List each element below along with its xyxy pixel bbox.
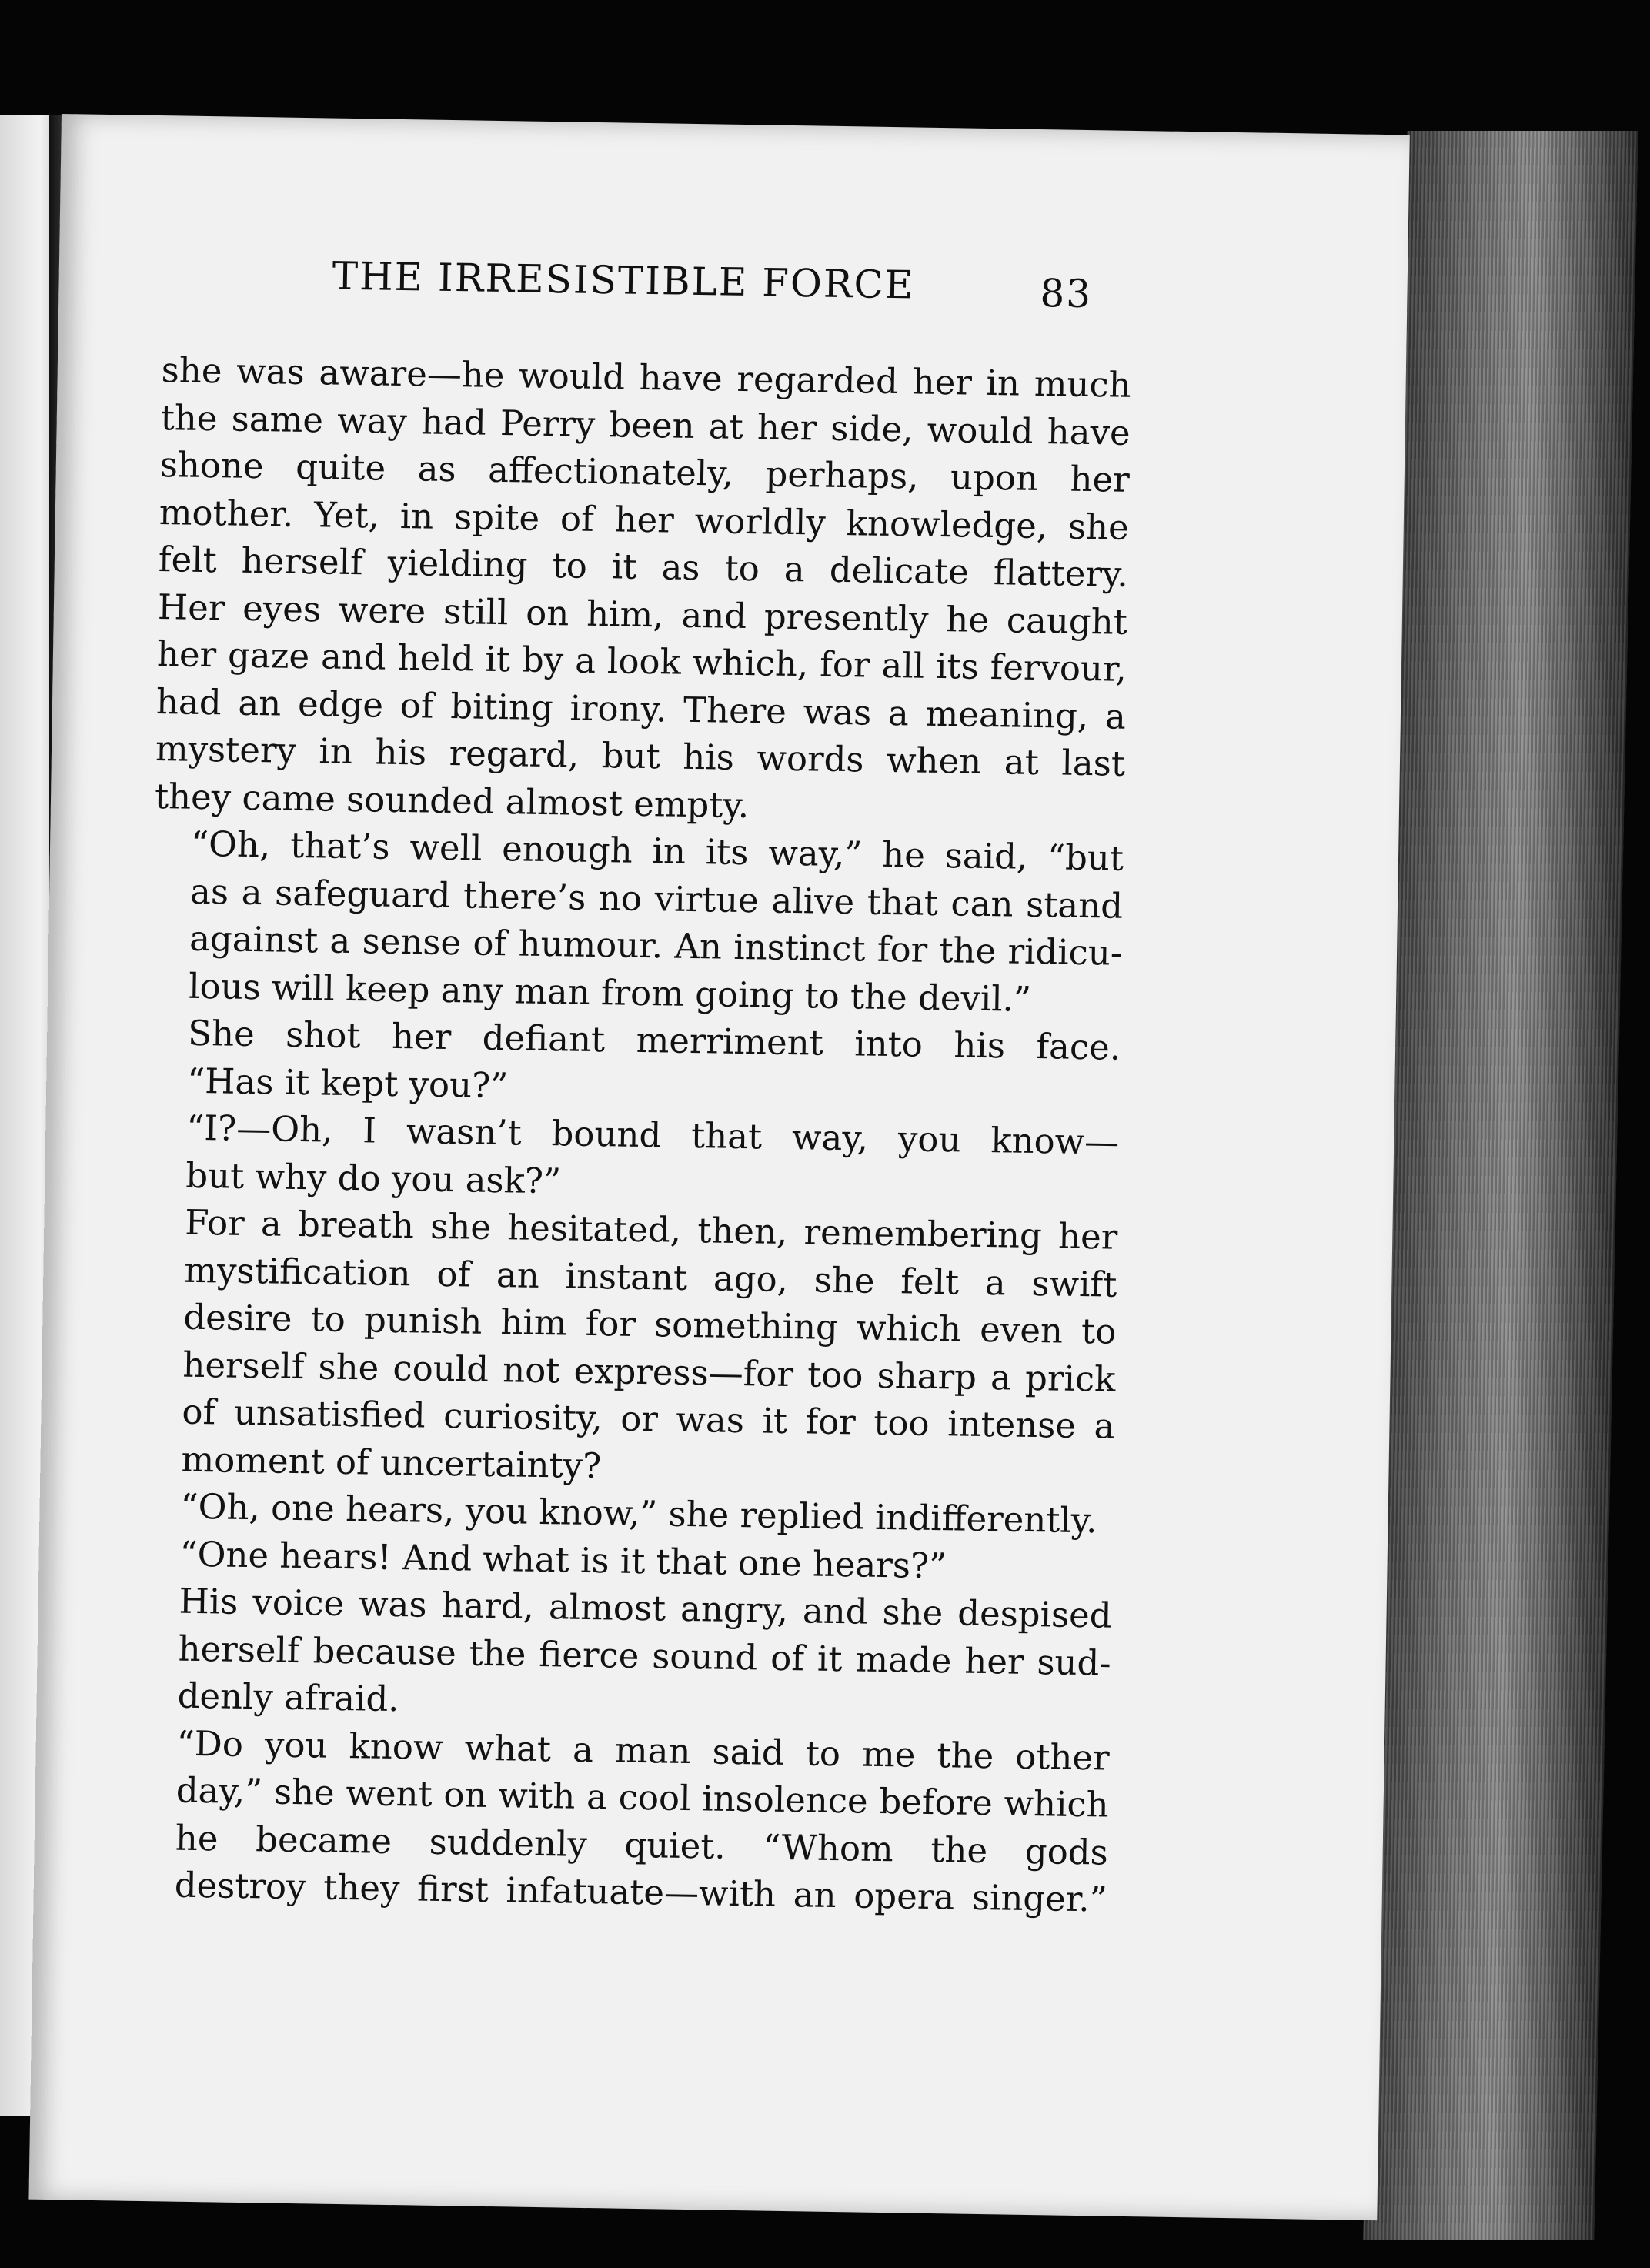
text-line: “Do you know what a man said to me the other — [176, 1722, 1111, 1779]
text-line: mother. Yet, in spite of her worldly knowledge, she — [159, 491, 1130, 548]
text-line: denly afraid. — [177, 1675, 399, 1720]
text-line: moment of uncertainty? — [181, 1438, 602, 1486]
text-line: desire to punish him for something which even to — [183, 1296, 1117, 1352]
text-line: “I?—Oh, I wasn’t bound that way, you know— — [185, 1107, 1120, 1163]
text-line: the same way had Perry been at her side, would have — [160, 396, 1131, 453]
text-line: lous will keep any man from going to the devil.” — [188, 965, 1032, 1020]
text-line: For a breath she hesitated, then, remembering her — [184, 1201, 1118, 1258]
paragraph — [144, 1198, 1118, 1498]
text-line: he became suddenly quiet. “Whom the gods — [175, 1817, 1109, 1873]
text-line: shone quite as affectionately, perhaps, upon her — [159, 444, 1131, 500]
paragraph — [149, 1104, 1120, 1214]
text-line: felt herself yielding to it as to a delicate flattery. — [158, 539, 1129, 595]
text-line: “Has it kept you?” — [186, 1060, 509, 1106]
text-line: “Oh, one hears, you know,” she replied indifferently. — [180, 1485, 1097, 1542]
text-line: Her eyes were still on him, and presently he caught — [157, 586, 1128, 643]
text-line: they came sounded almost empty. — [154, 775, 750, 826]
page-number: 83 — [1040, 271, 1093, 317]
text-line: herself because the fierce sound of it made her sud- — [178, 1628, 1111, 1684]
text-line: His voice was hard, almost angry, and she despised — [179, 1580, 1112, 1636]
running-head-title: THE IRRESISTIBLE FORCE — [332, 253, 915, 308]
paragraph — [137, 1719, 1110, 1923]
text-line: as a safeguard there’s no virtue alive that can stand — [189, 870, 1124, 927]
text-line: herself she could not express—for too sharp a prick — [182, 1344, 1116, 1400]
paragraph — [150, 1009, 1121, 1119]
text-line: had an edge of biting irony. There was a meaning, a — [155, 680, 1127, 737]
text-line: She shot her defiant merriment into his face. — [187, 1012, 1121, 1068]
text-line: mystification of an instant ago, she felt a swift — [184, 1249, 1117, 1305]
text-line: but why do you ask?” — [185, 1154, 562, 1201]
text-line: “One hears! And what is it that one hears?” — [179, 1533, 947, 1586]
book-page — [28, 114, 1409, 2220]
running-head — [332, 253, 1410, 317]
paragraph — [152, 820, 1124, 1024]
paragraph — [140, 1577, 1112, 1734]
paragraph — [155, 346, 1132, 835]
text-line: destroy they first infatuate—with an opera singer.” — [174, 1864, 1108, 1920]
text-line: “Oh, that’s well enough in its way,” he said, “but — [190, 823, 1124, 879]
text-line: day,” she went on with a cool insolence before which — [175, 1769, 1110, 1825]
text-line: mystery in his regard, but his words when at last — [155, 728, 1126, 784]
text-line: against a sense of humour. An instinct for the ridicu- — [189, 917, 1123, 974]
text-line: of unsatisfied curiosity, or was it for too intense a — [182, 1391, 1115, 1447]
body-text — [137, 346, 1131, 1923]
text-line: she was aware—he would have regarded her in much — [161, 349, 1132, 406]
text-line: her gaze and held it by a look which, for all its fervour, — [156, 633, 1127, 690]
